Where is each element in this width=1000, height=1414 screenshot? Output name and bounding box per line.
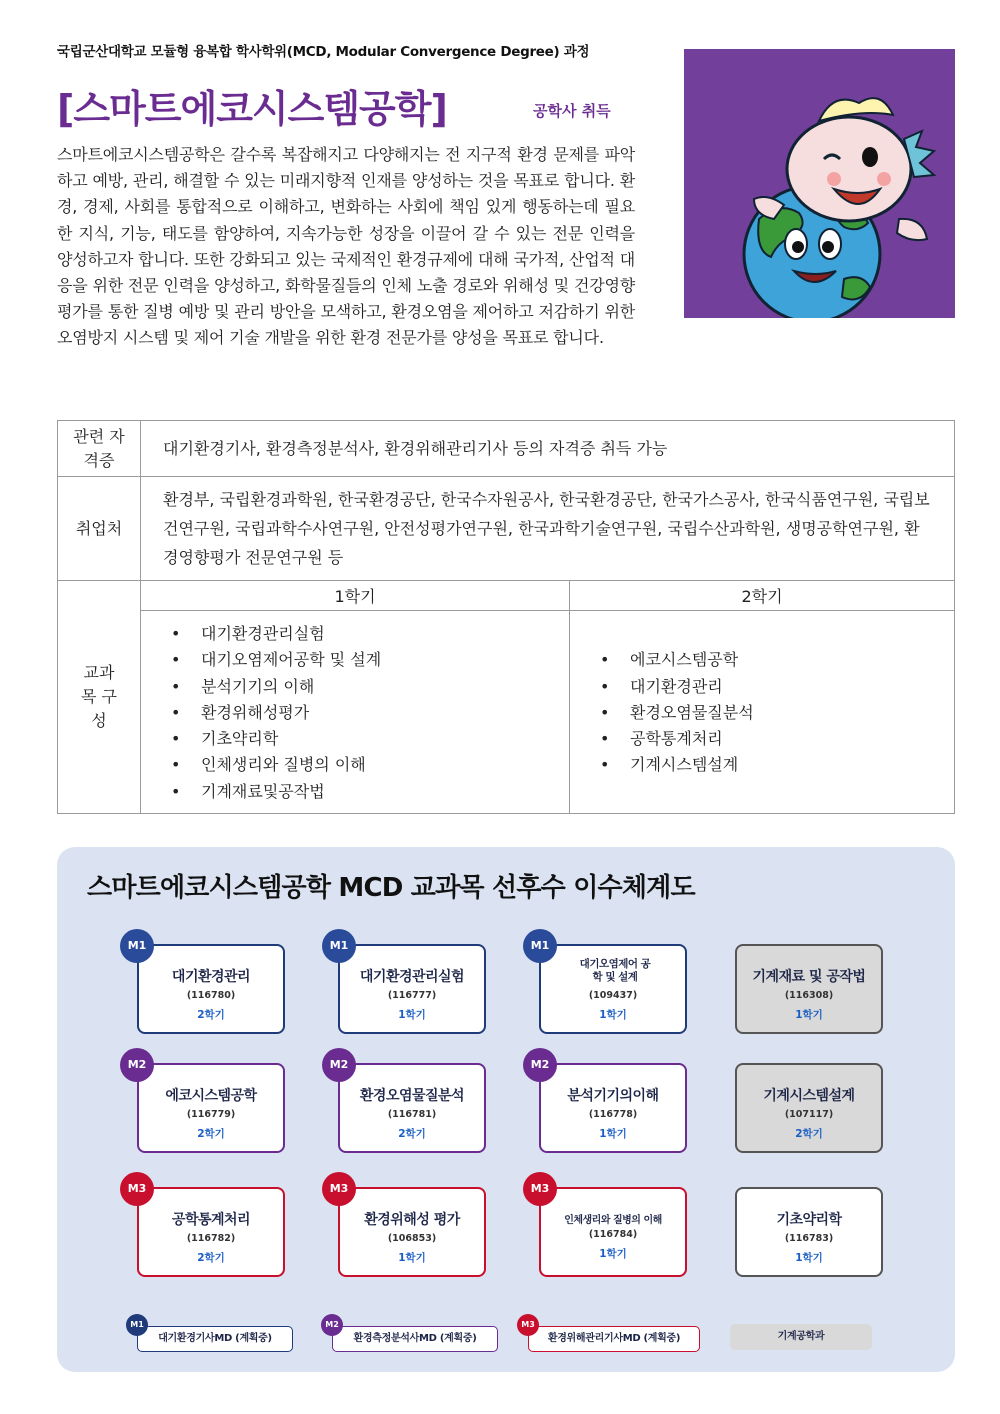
list-item: • 에코시스템공학 bbox=[594, 647, 930, 673]
cert-text: 대기환경기사, 환경측정분석사, 환경위해관리기사 등의 자격증 취득 가능 bbox=[141, 421, 955, 477]
module-badge: M3 bbox=[322, 1172, 356, 1206]
course-card: 에코시스템공학 (116779) 2학기 bbox=[137, 1063, 285, 1153]
prerequisite-flow-panel bbox=[57, 847, 955, 1372]
course-card: 기계재료 및 공작법 (116308) 1학기 bbox=[735, 944, 883, 1034]
module-badge: M1 bbox=[322, 929, 356, 963]
intro-paragraph: 스마트에코시스템공학은 갈수록 복잡해지고 다양해지는 전 지구적 환경 문제를 파악하고 예방, 관리, 해결할 수 있는 미래지향적 인재를 양성하는 것을 목표로 합니다. 환경, 경제, 사회를 통합적으로 이해하고, 변화하는 사회에 책임 있게 행동하는데 필요한 지식, 기능, 태도를 함양하여, 지속가능한 성장을 이끌어 갈 수 있는 전문 인력을 양성하고자 합니다. 또한 강화되고 있는 국제적인 환경규제에 대해 국가적, 산업적 대응을 위한 전문 인력을 양성하고, 화학물질들의 인체 노출 경로와 위해성 및 건강영향평가를 통한 질병 예방 및 관리 방안을 모색하고, 환경오염을 제어하고 저감하기 위한 오염방지 시스템 및 제어 기술 개발을 위한 환경 전문가를 양성을 목표로 합니다. bbox=[57, 145, 635, 348]
module-badge: M1 bbox=[523, 929, 557, 963]
list-item: • 공학통계처리 bbox=[594, 726, 930, 752]
curriculum-label: 교과목 구성 bbox=[58, 581, 141, 814]
module-badge: M2 bbox=[120, 1048, 154, 1082]
list-item: • 분석기기의 이해 bbox=[165, 674, 545, 700]
course-card: 인체생리와 질병의 이해 (116784) 1학기 bbox=[539, 1187, 687, 1277]
list-item: • 대기오염제어공학 및 설계 bbox=[165, 647, 545, 673]
legend-item-m1: 대기환경기사MD (계획중) bbox=[137, 1326, 293, 1352]
page-title: [스마트에코시스템공학] bbox=[57, 87, 447, 131]
list-item: • 기계시스템설계 bbox=[594, 752, 930, 778]
course-card: 기초약리학 (116783) 1학기 bbox=[735, 1187, 883, 1277]
flow-title: 스마트에코시스템공학 MCD 교과목 선후수 이수체계도 bbox=[87, 873, 695, 903]
dinosaur-on-earth-mascot-icon bbox=[684, 49, 955, 318]
legend-item-m3: 환경위해관리기사MD (계획중) bbox=[528, 1326, 700, 1352]
program-line: 국립군산대학교 모듈형 융복합 학사학위(MCD, Modular Convergence Degree) 과정 bbox=[57, 44, 590, 60]
module-badge: M3 bbox=[523, 1172, 557, 1206]
info-table bbox=[57, 420, 955, 814]
legend-badge: M1 bbox=[126, 1314, 148, 1336]
module-badge: M2 bbox=[523, 1048, 557, 1082]
list-item: • 환경오염물질분석 bbox=[594, 700, 930, 726]
course-card: 환경위해성 평가 (106853) 1학기 bbox=[338, 1187, 486, 1277]
legend-badge: M3 bbox=[517, 1314, 539, 1336]
course-card: 환경오염물질분석 (116781) 2학기 bbox=[338, 1063, 486, 1153]
module-badge: M2 bbox=[322, 1048, 356, 1082]
jobs-label: 취업처 bbox=[58, 477, 141, 581]
legend-item-mechanical: 기계공학과 bbox=[730, 1324, 872, 1350]
list-item: • 대기환경관리실험 bbox=[165, 621, 545, 647]
course-card: 대기환경관리 (116780) 2학기 bbox=[137, 944, 285, 1034]
course-card: 대기오염제어 공학 및 설계 (109437) 1학기 bbox=[539, 944, 687, 1034]
semester-1-courses bbox=[141, 611, 570, 814]
list-item: • 기계재료및공작법 bbox=[165, 779, 545, 805]
mascot-image bbox=[684, 49, 955, 318]
list-item: • 인체생리와 질병의 이해 bbox=[165, 752, 545, 778]
module-badge: M3 bbox=[120, 1172, 154, 1206]
legend-item-m2: 환경측정분석사MD (계획중) bbox=[332, 1326, 498, 1352]
list-item: • 기초약리학 bbox=[165, 726, 545, 752]
course-card: 기계시스템설계 (107117) 2학기 bbox=[735, 1063, 883, 1153]
course-card: 대기환경관리실험 (116777) 1학기 bbox=[338, 944, 486, 1034]
jobs-text: 환경부, 국립환경과학원, 한국환경공단, 한국수자원공사, 한국환경공단, 한국가스공사, 한국식품연구원, 국립보건연구원, 국립과학수사연구원, 안전성평가연구원, 한국과학기술연구원, 국립수산과학원, 생명공학연구원, 환경영향평가 전문연구원 등 bbox=[141, 477, 955, 581]
legend-badge: M2 bbox=[321, 1314, 343, 1336]
semester-1-header: 1학기 bbox=[141, 581, 570, 611]
degree-label: 공학사 취득 bbox=[533, 102, 611, 120]
list-item: • 대기환경관리 bbox=[594, 674, 930, 700]
module-badge: M1 bbox=[120, 929, 154, 963]
semester-2-courses bbox=[570, 611, 955, 814]
cert-label: 관련 자격증 bbox=[58, 421, 141, 477]
semester-2-header: 2학기 bbox=[570, 581, 955, 611]
list-item: • 환경위해성평가 bbox=[165, 700, 545, 726]
course-card: 분석기기의이해 (116778) 1학기 bbox=[539, 1063, 687, 1153]
course-card: 공학통계처리 (116782) 2학기 bbox=[137, 1187, 285, 1277]
